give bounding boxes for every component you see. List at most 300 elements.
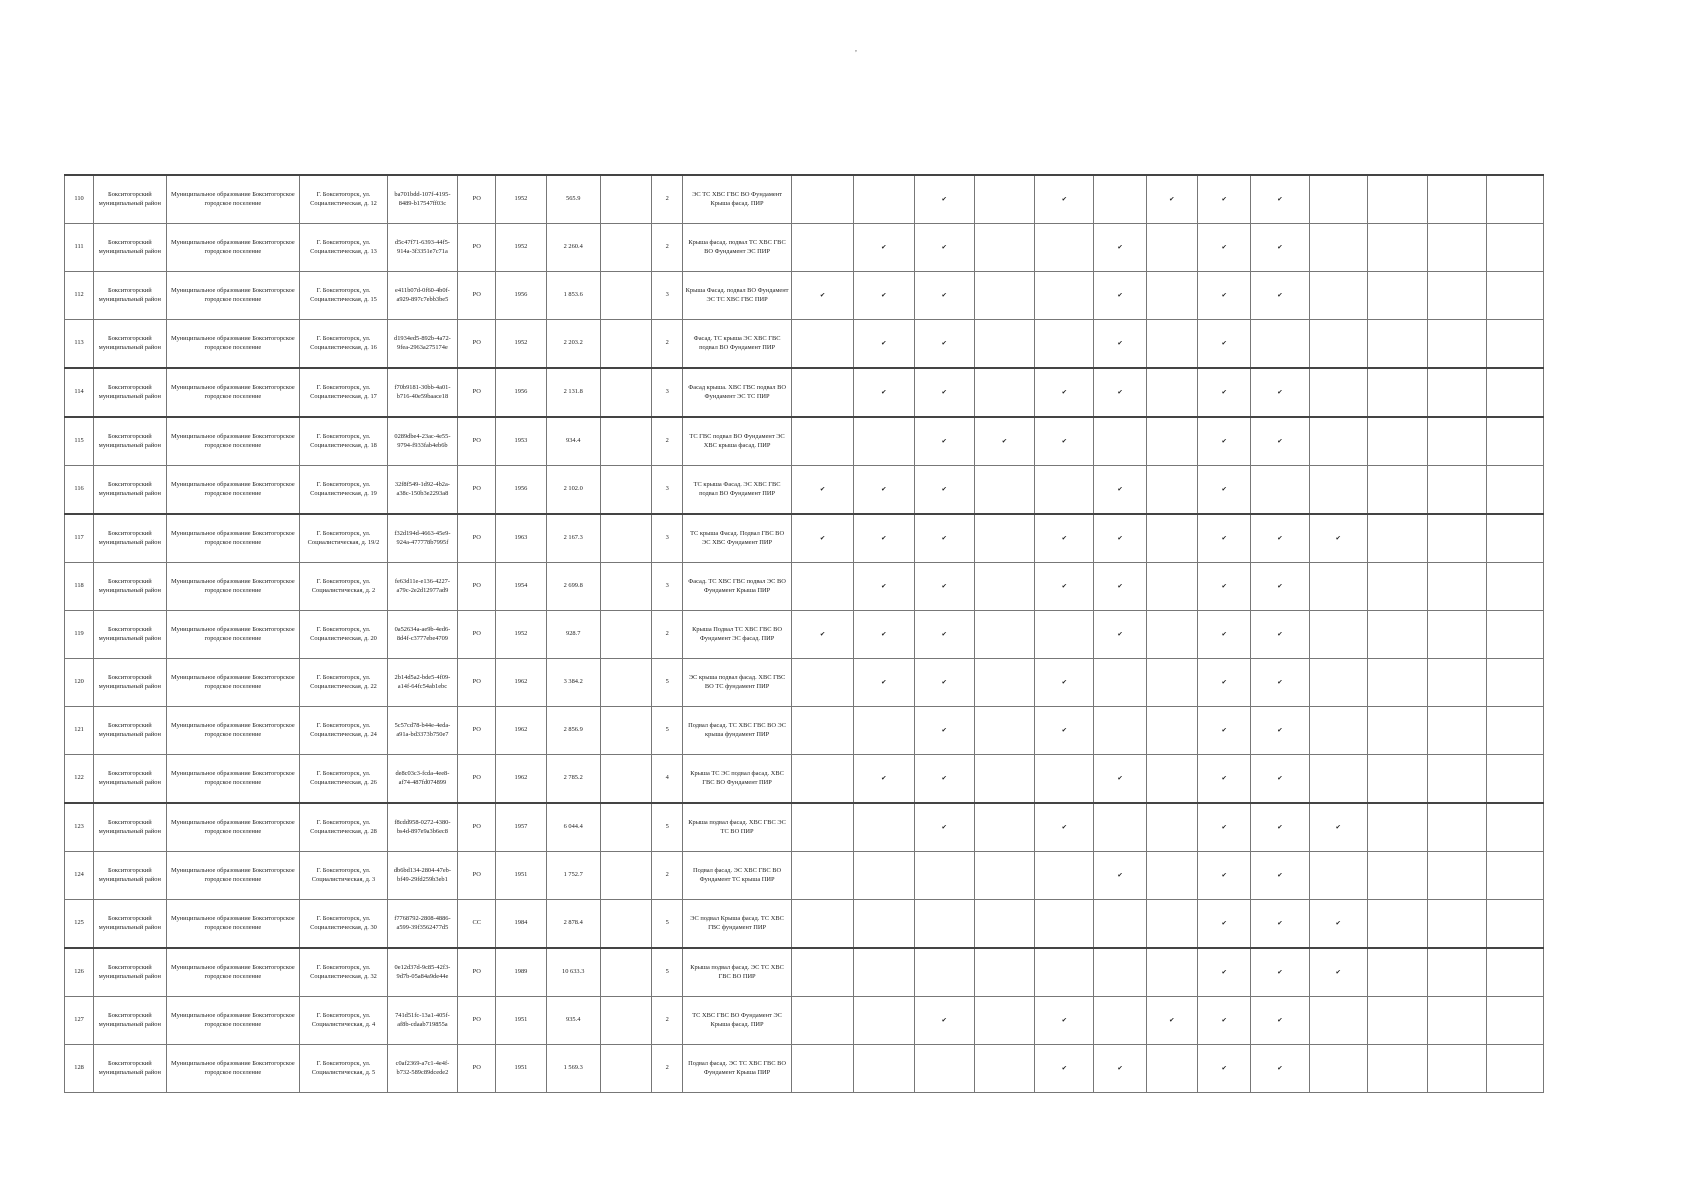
municipality-cell: Муниципальное образование Бокситогорское городское поселение [166,948,300,997]
work-check-cell [1428,852,1486,900]
area-cell: 1 853.6 [546,272,600,320]
checkmark-icon: ✔ [1277,871,1283,880]
work-check-cell [1428,417,1486,466]
work-check-cell [974,320,1034,369]
work-check-cell [1251,466,1309,515]
work-check-cell [1197,175,1250,224]
building-uid-cell: f8cdd958-0272-4380-bs4d-897e9a3b6ec8 [387,803,457,852]
checkmark-icon: ✔ [1277,823,1283,832]
row-number: 113 [65,320,94,369]
address-cell: Г. Бокситогорск, ул. Социалистическая, д. 24 [300,707,387,755]
work-check-cell [1309,659,1367,707]
building-uid-cell: de8c03c3-fcda-4ee8-af74-487fd074899 [387,755,457,804]
work-check-cell [1486,707,1543,755]
address-cell: Г. Бокситогорск, ул. Социалистическая, д. 26 [300,755,387,804]
empty-cell [600,611,651,659]
works-list-cell: Подвал фасад. ЭС ХВС ГВС ВО Фундамент ТС крыша ПИР [683,852,792,900]
checkmark-icon: ✔ [1169,195,1175,204]
work-check-cell [854,900,914,949]
work-check-cell [791,707,853,755]
municipality-cell: Муниципальное образование Бокситогорское городское поселение [166,175,300,224]
work-check-cell [1146,563,1197,611]
ownership-type-cell: РО [458,1045,496,1093]
checkmark-icon: ✔ [819,291,826,300]
work-check-cell [914,320,974,369]
municipality-cell: Муниципальное образование Бокситогорское городское поселение [166,514,300,563]
work-check-cell [1428,803,1486,852]
work-check-cell [791,659,853,707]
checkmark-icon: ✔ [881,485,887,494]
work-check-cell [1251,563,1309,611]
checkmark-icon: ✔ [1221,437,1227,446]
work-check-cell [974,563,1034,611]
work-check-cell [1251,659,1309,707]
work-check-cell [1309,755,1367,804]
build-year-cell: 1962 [496,707,546,755]
checkmark-icon: ✔ [941,582,947,591]
table-row [65,707,1544,755]
work-check-cell [1428,224,1486,272]
table-row [65,659,1544,707]
work-check-cell [1486,659,1543,707]
work-check-cell [1367,563,1427,611]
area-cell: 2 102.0 [546,466,600,515]
work-check-cell [1094,803,1146,852]
work-check-cell [914,707,974,755]
work-check-cell [1486,948,1543,997]
ownership-type-cell: РО [458,320,496,369]
district-cell: Бокситогорский муниципальный район [94,417,166,466]
address-cell: Г. Бокситогорск, ул. Социалистическая, д. 17 [300,368,387,417]
checkmark-icon: ✔ [1061,1064,1067,1073]
checkmark-icon: ✔ [1001,437,1008,446]
work-check-cell [791,563,853,611]
district-cell: Бокситогорский муниципальный район [94,368,166,417]
building-uid-cell: 0e12d37d-9c85-42f3-9d7b-05a84a9de44e [387,948,457,997]
work-check-cell [791,997,853,1045]
build-year-cell: 1951 [496,1045,546,1093]
work-check-cell [1035,803,1094,852]
build-year-cell: 1953 [496,417,546,466]
empty-cell [600,175,651,224]
work-check-cell [791,514,853,563]
work-check-cell [1428,272,1486,320]
works-list-cell: ЭС крыша подвал фасад. ХВС ГВС ВО ТС фундамент ПИР [683,659,792,707]
work-check-cell [854,707,914,755]
work-check-cell [1094,755,1146,804]
checkmark-icon: ✔ [1277,774,1283,783]
district-cell: Бокситогорский муниципальный район [94,852,166,900]
work-check-cell [1367,224,1427,272]
address-cell: Г. Бокситогорск, ул. Социалистическая, д. 28 [300,803,387,852]
work-check-cell [791,755,853,804]
checkmark-icon: ✔ [941,678,947,687]
area-cell: 565.9 [546,175,600,224]
area-cell: 2 203.2 [546,320,600,369]
area-cell: 6 044.4 [546,803,600,852]
work-check-cell [914,224,974,272]
building-uid-cell: f7768792-2808-4886-a599-39f3562477d5 [387,900,457,949]
checkmark-icon: ✔ [1277,678,1283,687]
work-check-cell [1197,611,1250,659]
work-check-cell [1035,948,1094,997]
work-check-cell [1197,997,1250,1045]
work-check-cell [1251,368,1309,417]
empty-cell [600,852,651,900]
municipality-cell: Муниципальное образование Бокситогорское городское поселение [166,852,300,900]
row-number: 123 [65,803,94,852]
work-check-cell [1428,563,1486,611]
checkmark-icon: ✔ [941,726,947,735]
work-check-cell [1197,563,1250,611]
work-check-cell [854,755,914,804]
row-number: 126 [65,948,94,997]
work-check-cell [1428,611,1486,659]
district-cell: Бокситогорский муниципальный район [94,659,166,707]
housing-registry-table [64,174,1544,1093]
checkmark-icon: ✔ [1335,823,1341,832]
checkmark-icon: ✔ [1277,919,1283,928]
work-check-cell [1367,417,1427,466]
work-check-cell [974,900,1034,949]
checkmark-icon: ✔ [1277,534,1283,543]
floors-cell: 2 [652,417,683,466]
build-year-cell: 1957 [496,803,546,852]
building-uid-cell: d1934ed5-892b-4a72-9fea-2963a275174e [387,320,457,369]
checkmark-icon: ✔ [941,823,947,832]
address-cell: Г. Бокситогорск, ул. Социалистическая, д. 16 [300,320,387,369]
checkmark-icon: ✔ [819,630,826,639]
table-row [65,852,1544,900]
work-check-cell [1094,948,1146,997]
area-cell: 1 752.7 [546,852,600,900]
checkmark-icon: ✔ [1221,774,1227,783]
work-check-cell [1428,755,1486,804]
work-check-cell [1146,659,1197,707]
work-check-cell [791,224,853,272]
building-uid-cell: 741d51fc-13a1-405f-af8b-cdaab719855a [387,997,457,1045]
building-uid-cell: ba701bdd-107f-4195-8489-b17547ff03c [387,175,457,224]
work-check-cell [1094,466,1146,515]
work-check-cell [1197,852,1250,900]
ownership-type-cell: РО [458,514,496,563]
work-check-cell [1035,272,1094,320]
work-check-cell [854,224,914,272]
work-check-cell [974,224,1034,272]
checkmark-icon: ✔ [1277,630,1283,639]
work-check-cell [914,466,974,515]
empty-cell [600,948,651,997]
work-check-cell [1309,272,1367,320]
ownership-type-cell: РО [458,997,496,1045]
work-check-cell [974,611,1034,659]
floors-cell: 2 [652,997,683,1045]
checkmark-icon: ✔ [1117,534,1123,543]
checkmark-icon: ✔ [941,339,947,348]
work-check-cell [1197,803,1250,852]
ownership-type-cell: РО [458,466,496,515]
work-check-cell [914,997,974,1045]
work-check-cell [1094,707,1146,755]
work-check-cell [1094,659,1146,707]
checkmark-icon: ✔ [1221,823,1227,832]
work-check-cell [1146,466,1197,515]
checkmark-icon: ✔ [1117,485,1123,494]
floors-cell: 5 [652,900,683,949]
works-list-cell: Фасад крыша. ХВС ГВС подвал ВО Фундамент ЭС ТС ПИР [683,368,792,417]
work-check-cell [1486,466,1543,515]
checkmark-icon: ✔ [1117,774,1123,783]
checkmark-icon: ✔ [1117,871,1123,880]
works-list-cell: Подвал фасад. ТС ХВС ГВС ВО ЭС крыша фундамент ПИР [683,707,792,755]
checkmark-icon: ✔ [941,291,947,300]
work-check-cell [1486,611,1543,659]
table-row [65,755,1544,804]
work-check-cell [914,803,974,852]
row-number: 110 [65,175,94,224]
checkmark-icon: ✔ [1061,195,1067,204]
municipality-cell: Муниципальное образование Бокситогорское городское поселение [166,466,300,515]
table-row [65,803,1544,852]
work-check-cell [1309,514,1367,563]
work-check-cell [1035,611,1094,659]
floors-cell: 3 [652,368,683,417]
municipality-cell: Муниципальное образование Бокситогорское городское поселение [166,272,300,320]
work-check-cell [1251,900,1309,949]
floors-cell: 2 [652,1045,683,1093]
work-check-cell [854,611,914,659]
work-check-cell [1309,175,1367,224]
work-check-cell [974,659,1034,707]
work-check-cell [1146,755,1197,804]
building-uid-cell: fe63d11e-e136-4227-a79c-2e2d12977ad9 [387,563,457,611]
area-cell: 2 260.4 [546,224,600,272]
row-number: 112 [65,272,94,320]
work-check-cell [854,803,914,852]
table-row [65,611,1544,659]
address-cell: Г. Бокситогорск, ул. Социалистическая, д. 30 [300,900,387,949]
checkmark-icon: ✔ [1061,1016,1067,1025]
checkmark-icon: ✔ [1335,534,1341,543]
work-check-cell [914,368,974,417]
empty-cell [600,320,651,369]
address-cell: Г. Бокситогорск, ул. Социалистическая, д. 13 [300,224,387,272]
work-check-cell [974,707,1034,755]
floors-cell: 5 [652,659,683,707]
works-list-cell: ЭС ТС ХВС ГВС ВО Фундамент Крыша фасад. ПИР [683,175,792,224]
district-cell: Бокситогорский муниципальный район [94,175,166,224]
work-check-cell [1367,948,1427,997]
building-uid-cell: 5c57cd78-b44e-4eda-a91a-bd3373b750e7 [387,707,457,755]
table-row [65,175,1544,224]
build-year-cell: 1956 [496,272,546,320]
work-check-cell [1486,563,1543,611]
work-check-cell [1486,1045,1543,1093]
work-check-cell [1486,997,1543,1045]
work-check-cell [1197,466,1250,515]
work-check-cell [854,514,914,563]
checkmark-icon: ✔ [941,195,947,204]
work-check-cell [974,803,1034,852]
municipality-cell: Муниципальное образование Бокситогорское городское поселение [166,224,300,272]
work-check-cell [914,417,974,466]
work-check-cell [1146,368,1197,417]
build-year-cell: 1984 [496,900,546,949]
works-list-cell: ТС ГВС подвал ВО Фундамент ЭС ХВС крыша фасад. ПИР [683,417,792,466]
row-number: 115 [65,417,94,466]
checkmark-icon: ✔ [1221,726,1227,735]
build-year-cell: 1952 [496,320,546,369]
work-check-cell [1367,175,1427,224]
work-check-cell [1428,948,1486,997]
works-list-cell: ТС ХВС ГВС ВО Фундамент ЭС Крыша фасад. ПИР [683,997,792,1045]
works-list-cell: ТС крыша Фасад. ЭС ХВС ГВС подвал ВО Фундамент ПИР [683,466,792,515]
work-check-cell [1251,707,1309,755]
work-check-cell [914,611,974,659]
work-check-cell [1251,997,1309,1045]
work-check-cell [1367,272,1427,320]
work-check-cell [1309,948,1367,997]
work-check-cell [1367,852,1427,900]
work-check-cell [1035,1045,1094,1093]
address-cell: Г. Бокситогорск, ул. Социалистическая, д. 19/2 [300,514,387,563]
work-check-cell [1251,224,1309,272]
work-check-cell [1035,563,1094,611]
ownership-type-cell: РО [458,563,496,611]
work-check-cell [1367,514,1427,563]
work-check-cell [1035,707,1094,755]
address-cell: Г. Бокситогорск, ул. Социалистическая, д. 4 [300,997,387,1045]
work-check-cell [1197,900,1250,949]
floors-cell: 2 [652,224,683,272]
work-check-cell [1197,320,1250,369]
checkmark-icon: ✔ [941,388,947,397]
work-check-cell [1146,514,1197,563]
work-check-cell [1251,803,1309,852]
work-check-cell [1367,707,1427,755]
work-check-cell [1486,852,1543,900]
ownership-type-cell: СС [458,900,496,949]
table-row [65,900,1544,949]
page-mark: , [855,44,857,53]
area-cell: 934.4 [546,417,600,466]
ownership-type-cell: РО [458,175,496,224]
work-check-cell [1197,368,1250,417]
ownership-type-cell: РО [458,852,496,900]
work-check-cell [974,852,1034,900]
work-check-cell [854,1045,914,1093]
work-check-cell [1146,803,1197,852]
floors-cell: 5 [652,948,683,997]
building-uid-cell: f70b9181-30bb-4a01-b716-40e59baace18 [387,368,457,417]
address-cell: Г. Бокситогорск, ул. Социалистическая, д. 18 [300,417,387,466]
checkmark-icon: ✔ [1117,388,1123,397]
works-list-cell: Крыша подвал фасад. ЭС ТС ХВС ГВС ВО ПИР [683,948,792,997]
checkmark-icon: ✔ [1221,485,1227,494]
work-check-cell [1146,611,1197,659]
address-cell: Г. Бокситогорск, ул. Социалистическая, д. 32 [300,948,387,997]
district-cell: Бокситогорский муниципальный район [94,900,166,949]
checkmark-icon: ✔ [1117,1064,1123,1073]
work-check-cell [1486,514,1543,563]
row-number: 128 [65,1045,94,1093]
work-check-cell [1094,320,1146,369]
work-check-cell [1428,514,1486,563]
checkmark-icon: ✔ [1221,291,1227,300]
checkmark-icon: ✔ [941,774,947,783]
work-check-cell [1486,417,1543,466]
floors-cell: 2 [652,852,683,900]
checkmark-icon: ✔ [1221,919,1227,928]
row-number: 111 [65,224,94,272]
checkmark-icon: ✔ [1117,630,1123,639]
checkmark-icon: ✔ [941,1016,947,1025]
table-row [65,368,1544,417]
work-check-cell [914,563,974,611]
table-row [65,272,1544,320]
work-check-cell [1251,948,1309,997]
empty-cell [600,466,651,515]
district-cell: Бокситогорский муниципальный район [94,803,166,852]
work-check-cell [1309,466,1367,515]
work-check-cell [854,417,914,466]
municipality-cell: Муниципальное образование Бокситогорское городское поселение [166,417,300,466]
work-check-cell [791,1045,853,1093]
work-check-cell [1197,755,1250,804]
work-check-cell [1367,659,1427,707]
checkmark-icon: ✔ [819,534,826,543]
row-number: 127 [65,997,94,1045]
work-check-cell [1486,368,1543,417]
checkmark-icon: ✔ [1277,726,1283,735]
work-check-cell [1035,224,1094,272]
work-check-cell [1146,417,1197,466]
district-cell: Бокситогорский муниципальный район [94,997,166,1045]
build-year-cell: 1951 [496,852,546,900]
table-row [65,320,1544,369]
empty-cell [600,755,651,804]
work-check-cell [1146,175,1197,224]
work-check-cell [854,659,914,707]
work-check-cell [974,514,1034,563]
municipality-cell: Муниципальное образование Бокситогорское городское поселение [166,611,300,659]
table-row [65,514,1544,563]
build-year-cell: 1962 [496,659,546,707]
ownership-type-cell: РО [458,224,496,272]
floors-cell: 3 [652,272,683,320]
area-cell: 2 167.3 [546,514,600,563]
municipality-cell: Муниципальное образование Бокситогорское городское поселение [166,563,300,611]
empty-cell [600,272,651,320]
row-number: 121 [65,707,94,755]
work-check-cell [1035,755,1094,804]
work-check-cell [1251,417,1309,466]
row-number: 125 [65,900,94,949]
work-check-cell [1486,755,1543,804]
work-check-cell [1251,514,1309,563]
work-check-cell [1486,803,1543,852]
row-number: 119 [65,611,94,659]
work-check-cell [974,175,1034,224]
checkmark-icon: ✔ [1061,726,1067,735]
work-check-cell [1486,175,1543,224]
address-cell: Г. Бокситогорск, ул. Социалистическая, д. 22 [300,659,387,707]
work-check-cell [914,514,974,563]
work-check-cell [1094,611,1146,659]
checkmark-icon: ✔ [1221,630,1227,639]
work-check-cell [791,417,853,466]
work-check-cell [1309,852,1367,900]
